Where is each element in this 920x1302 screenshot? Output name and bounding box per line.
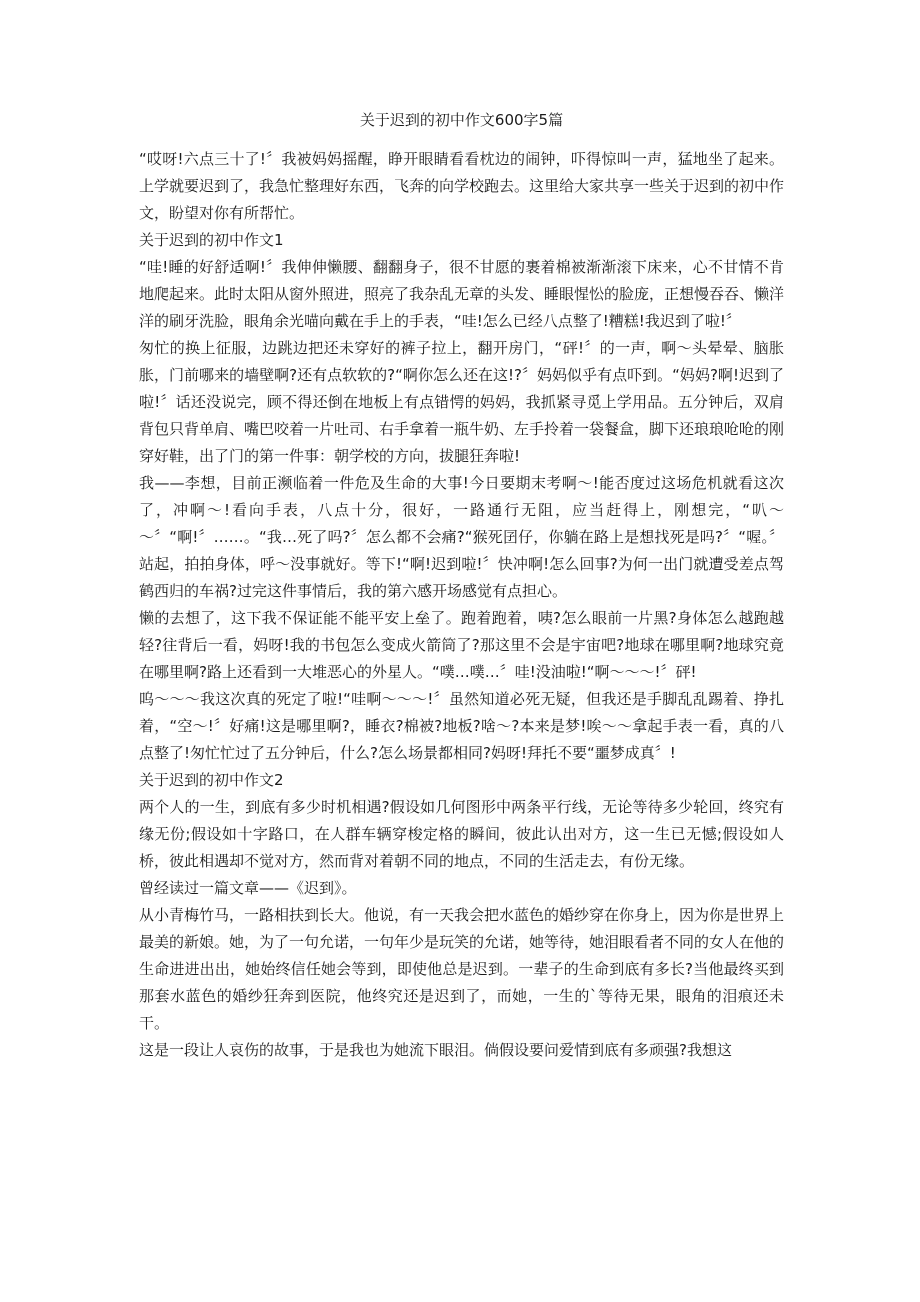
document-title: 关于迟到的初中作文600字5篇 xyxy=(359,111,564,129)
paragraph: “哎呀!六点三十了!〞我被妈妈摇醒，睁开眼睛看看枕边的闹钟，吓得惊叫一声，猛地坐了起来。上学就要迟到了，我急忙整理好东西，飞奔的向学校跑去。这里给大家共享一些关于迟到的初中作文，盼望对你有所帮忙。 xyxy=(139,150,785,222)
paragraph: 匆忙的换上征服，边跳边把还未穿好的裤子拉上，翻开房门，“砰!〞的一声，啊～头晕晕、脑胀胀，门前哪来的墙壁啊?还有点软软的?“啊你怎么还在这!?〞妈妈似乎有点吓到。“妈妈?啊!迟到了啦!〞话还没说完，顾不得还倒在地板上有点错愕的妈妈，我抓紧寻觅上学用品。五分钟后，双肩背包只背单肩、嘴巴咬着一片吐司、右手拿着一瓶牛奶、左手拎着一袋餐盒，脚下还琅琅呛呛的刚穿好鞋，出了门的第一件事：朝学校的方向，拔腿狂奔啦! xyxy=(139,339,785,465)
document-page xyxy=(139,110,784,1064)
paragraph: 两个人的一生，到底有多少时机相遇?假设如几何图形中两条平行线，无论等待多少轮回，终究有缘无份;假设如十字路口，在人群车辆穿梭定格的瞬间，彼此认出对方，这一生已无憾;假设如人桥，彼此相遇却不觉对方，然而背对着朝不同的地点，不同的生活走去，有份无缘。 xyxy=(139,798,784,870)
paragraph: 曾经读过一篇文章——《迟到》。 xyxy=(139,879,357,897)
paragraph: 从小青梅竹马，一路相扶到长大。他说，有一天我会把水蓝色的婚纱穿在你身上，因为你是世界上最美的新娘。她，为了一句允诺，一句年少是玩笑的允诺，她等待，她泪眼看者不同的女人在他的生命进进出出，她始终信任她会等到，即使他总是迟到。一辈子的生命到底有多长?当他最终买到那套水蓝色的婚纱狂奔到医院，他终究还是迟到了，而她，一生的`等待无果，眼角的泪痕还未干。 xyxy=(139,906,785,1032)
section-heading: 关于迟到的初中作文1 xyxy=(139,231,284,249)
paragraph: 这是一段让人哀伤的故事，于是我也为她流下眼泪。倘假设要问爱情到底有多顽强?我想这 xyxy=(139,1041,732,1059)
section-heading: 关于迟到的初中作文2 xyxy=(139,771,284,789)
paragraph: 懒的去想了，这下我不保证能不能平安上垒了。跑着跑着，咦?怎么眼前一片黑?身体怎么越跑越轻?往背后一看，妈呀!我的书包怎么变成火箭筒了?那这里不会是宇宙吧?地球在哪里啊?地球究竟在哪里啊?路上还看到一大堆恶心的外星人。“噗…噗…〞哇!没油啦!“啊～～～!〞砰! xyxy=(139,609,784,681)
paragraph: 我——李想，目前正濒临着一件危及生命的大事!今日要期末考啊～!能否度过这场危机就看这次了，冲啊～!看向手表，八点十分，很好，一路通行无阻，应当赶得上，刚想完，“叭～～〞“啊!〞……。“我…死了吗?〞怎么都不会痛?“猴死囝仔，你躺在路上是想找死是吗?〞“喔。〞站起，拍拍身体，呼～没事就好。等下!“啊!迟到啦!〞快冲啊!怎么回事?为何一出门就遭受差点驾鹤西归的车祸?过完这件事情后，我的第六感开场感觉有点担心。 xyxy=(139,474,784,600)
paragraph: “哇!睡的好舒适啊!〞我伸伸懒腰、翻翻身子，很不甘愿的裹着棉被渐渐滚下床来，心不甘情不肯地爬起来。此时太阳从窗外照进，照亮了我杂乱无章的头发、睡眼惺忪的脸庞，正想慢吞吞、懒洋洋的刷牙洗脸，眼角余光喵向戴在手上的手表，“哇!怎么已经八点整了!糟糕!我迟到了啦!〞 xyxy=(139,258,785,330)
paragraph: 呜～～～我这次真的死定了啦!“哇啊～～～!〞虽然知道必死无疑，但我还是手脚乱乱踢着、挣扎着，“空～!〞好痛!这是哪里啊?，睡衣?棉被?地板?啥～?本来是梦!唉～～拿起手表一看，真的八点整了!匆忙忙过了五分钟后，什么?怎么场景都相同?妈呀!拜托不要“噩梦成真〞! xyxy=(139,690,784,762)
